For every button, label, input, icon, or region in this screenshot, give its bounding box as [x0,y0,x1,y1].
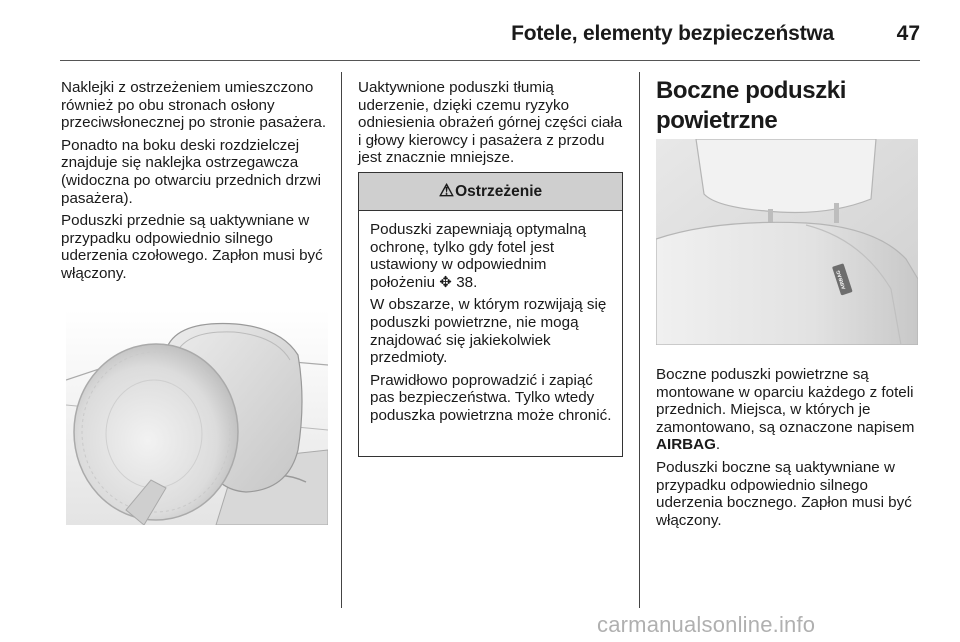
page-number: 47 [896,22,920,45]
column-divider-2 [639,72,640,608]
page-header [60,22,920,58]
warning-box [358,172,623,457]
column-2 [358,79,626,172]
column-3 [656,76,924,136]
warning-paragraph: Poduszki zapewniają optymalną ochronę, tylko gdy fotel jest ustawiony w odpowiednim położeniu ✥ 38. [370,221,587,291]
warning-title: Ostrzeżenie [455,182,543,200]
paragraph: Ponadto na boku deski rozdzielczej znajduje się naklejka ostrzegawcza (widoczna po otwarciu przednich drzwi pasażera). [61,136,321,207]
paragraph: Uaktywnione poduszki tłumią uderzenie, dzięki czemu ryzyko odniesienia obrażeń górnej części ciała i głowy kierowcy i pasażera z przodu jest znacznie mniejsze. [358,79,623,167]
header-divider [60,60,920,61]
warning-triangle-icon: ⚠ [438,180,455,200]
airbag-label-text: AIRBAG [835,269,848,291]
warning-paragraph: W obszarze, w którym rozwijają się poduszki powietrzne, nie mogą znajdować się jakiekolwiek przedmioty. [370,296,607,367]
column-divider-1 [341,72,342,608]
column-3-text [656,366,926,534]
section-heading: Boczne poduszki powietrzne [656,77,847,134]
paragraph: Boczne poduszki powietrzne są montowane w oparciu każdego z foteli przednich. Miejsca, w których je zamontowano, są oznaczone napisem AIRBAG. [656,366,915,454]
page-reference-icon: ✥ [439,273,452,291]
front-airbag-illustration [66,310,328,525]
warning-paragraph: Prawidłowo poprowadzić i zapiąć pas bezpieczeństwa. Tylko wtedy poduszka powietrzna może chronić. [370,371,612,424]
page-title: Fotele, elementy bezpieczeństwa [511,22,834,45]
warning-body [359,211,622,425]
page-reference[interactable]: 38. [456,273,478,291]
watermark: carmanualsonline.info [597,612,816,637]
warning-header [359,173,622,211]
paragraph: Poduszki przednie są uaktywniane w przypadku odpowiednio silnego uderzenia czołowego. Zapłon musi być włączony. [61,212,323,282]
column-1 [61,79,331,288]
paragraph: Poduszki boczne są uaktywniane w przypadku odpowiednio silnego uderzenia bocznego. Zapłon musi być włączony. [656,458,912,529]
paragraph: Naklejki z ostrzeżeniem umieszczono również po obu stronach osłony przeciwsłonecznej po stronie pasażera. [61,79,327,132]
airbag-term: AIRBAG [656,436,716,454]
side-airbag-seat-illustration [656,139,918,345]
